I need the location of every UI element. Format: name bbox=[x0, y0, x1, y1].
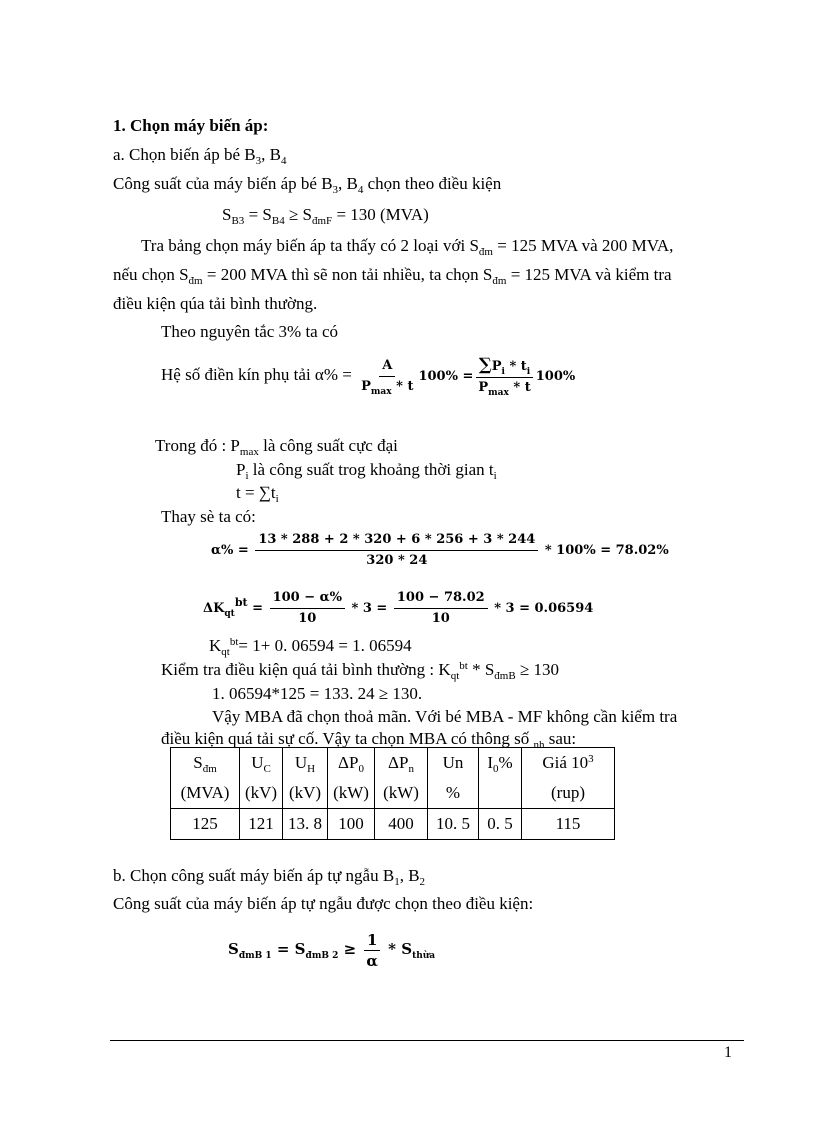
header-cell: Giá $10^3$ bbox=[522, 748, 615, 779]
substitute-line: Thay sè ta có: bbox=[161, 507, 256, 526]
conclusion-line-2: điều kiện quá tải sự cố. Vậy ta chọn MBA có thông số $_{nh}$ sau: bbox=[161, 729, 577, 751]
value-cell: 100 bbox=[328, 809, 375, 840]
kqt-check: Kiểm tra điều kiện quá tải bình thường : $K_{qt}^{bt} * S_{đmB} \ge 130$ bbox=[161, 660, 560, 682]
unit-cell: (kW) bbox=[375, 778, 428, 809]
header-cell: $I_0\%$ bbox=[479, 748, 522, 779]
unit-cell: (rup) bbox=[522, 778, 615, 809]
table-row bbox=[171, 809, 615, 840]
paragraph-line-2: nếu chọn $S_{đm} = 200$ MVA thì sẽ non tải nhiều, ta chọn $S_{đm} = 125$ MVA và kiểm tra bbox=[113, 265, 672, 287]
section-heading: 1. Chọn máy biến áp: bbox=[113, 116, 269, 135]
kqt-result: $K_{qt}^{bt}= 1+ 0$. 06594 = 1. 06594 bbox=[209, 636, 412, 658]
value-cell: 13. 8 bbox=[283, 809, 328, 840]
conclusion-line-1: Vậy MBA đã chọn thoả mãn. Với bé MBA - MF không cần kiểm tra bbox=[212, 707, 678, 726]
alpha-calculation: α% = $\frac{13 * 288 + 2 * 320 + 6 * 256 + 3 * 244}{320 * 24}$ * 100% = 78.02% bbox=[211, 532, 669, 568]
unit-cell bbox=[479, 778, 522, 809]
header-cell: $\Delta P_n$ bbox=[375, 748, 428, 779]
footer-rule bbox=[110, 1040, 744, 1041]
delta-k-calculation: $\Delta K_{qt}^{bt}$ = $\frac{100 - \alpha\%}{10}$ * 3 = $\frac{100 - 78.02}{10}$ * 3 = 0.06594 bbox=[203, 590, 594, 626]
where-line-t: $t = \sum t_i$ bbox=[236, 483, 279, 505]
value-cell: 10. 5 bbox=[428, 809, 479, 840]
header-cell: $U_H$ bbox=[283, 748, 328, 779]
unit-cell: (kV) bbox=[240, 778, 283, 809]
value-cell: 125 bbox=[171, 809, 240, 840]
table-header-row bbox=[171, 748, 615, 779]
kqt-value: 1. 06594*125 = 133. 24 ≥ 130. bbox=[212, 684, 423, 703]
transformer-spec-table bbox=[170, 747, 615, 840]
unit-cell: (MVA) bbox=[171, 778, 240, 809]
unit-cell: (kV) bbox=[283, 778, 328, 809]
value-cell: 400 bbox=[375, 809, 428, 840]
unit-cell: (kW) bbox=[328, 778, 375, 809]
subsection-a-title: a. Chọn biến áp bé $B_3$, $B_4$ bbox=[113, 145, 287, 167]
value-cell: 121 bbox=[240, 809, 283, 840]
equation-sb: $S_{B3} = S_{B4} \ge S_{đmF} = 130$ (MVA) bbox=[222, 205, 429, 227]
paragraph-line-1: Tra bảng chọn máy biến áp ta thấy có 2 loại với $S_{đm} = 125$ MVA và 200 MVA, bbox=[141, 236, 674, 258]
where-line-pi: $P_i$ là công suất trog khoảng thời gian $t_i$ bbox=[236, 460, 497, 482]
subsection-b-title: b. Chọn công suất máy biến áp tự ngẫu $B_1$, $B_2$ bbox=[113, 866, 426, 888]
page-number: 1 bbox=[724, 1044, 732, 1061]
unit-cell: % bbox=[428, 778, 479, 809]
header-cell: $U_C$ bbox=[240, 748, 283, 779]
header-cell: Un bbox=[428, 748, 479, 779]
header-cell: $\Delta P_0$ bbox=[328, 748, 375, 779]
paragraph-line-3: điều kiện qúa tải bình thường. bbox=[113, 294, 318, 313]
table-unit-row bbox=[171, 778, 615, 809]
value-cell: 115 bbox=[522, 809, 615, 840]
header-cell: $S_{đm}$ bbox=[171, 748, 240, 779]
value-cell: 0. 5 bbox=[479, 809, 522, 840]
alpha-formula: Hệ số điền kín phụ tải α% = $\frac{A}{P_{max} * t}$ 100% = $\frac{\sum P_i * t_i}{P_{max} * t}$ 100% bbox=[161, 355, 576, 398]
where-line-pmax: Trong đó : $P_{max}$ là công suất cực đại bbox=[155, 436, 398, 458]
autotransformer-equation: $S_{đmB 1} = S_{đmB 2}$ ≥ $\frac{1}{\alpha}$ * $S_{thừa}$ bbox=[228, 930, 436, 970]
condition-line: Công suất của máy biến áp bé $B_3$, $B_4$ chọn theo điều kiện bbox=[113, 174, 502, 196]
rule-3-percent: Theo nguyên tắc 3% ta có bbox=[161, 322, 339, 341]
autotransformer-condition: Công suất của máy biến áp tự ngẫu được chọn theo điều kiện: bbox=[113, 894, 534, 913]
